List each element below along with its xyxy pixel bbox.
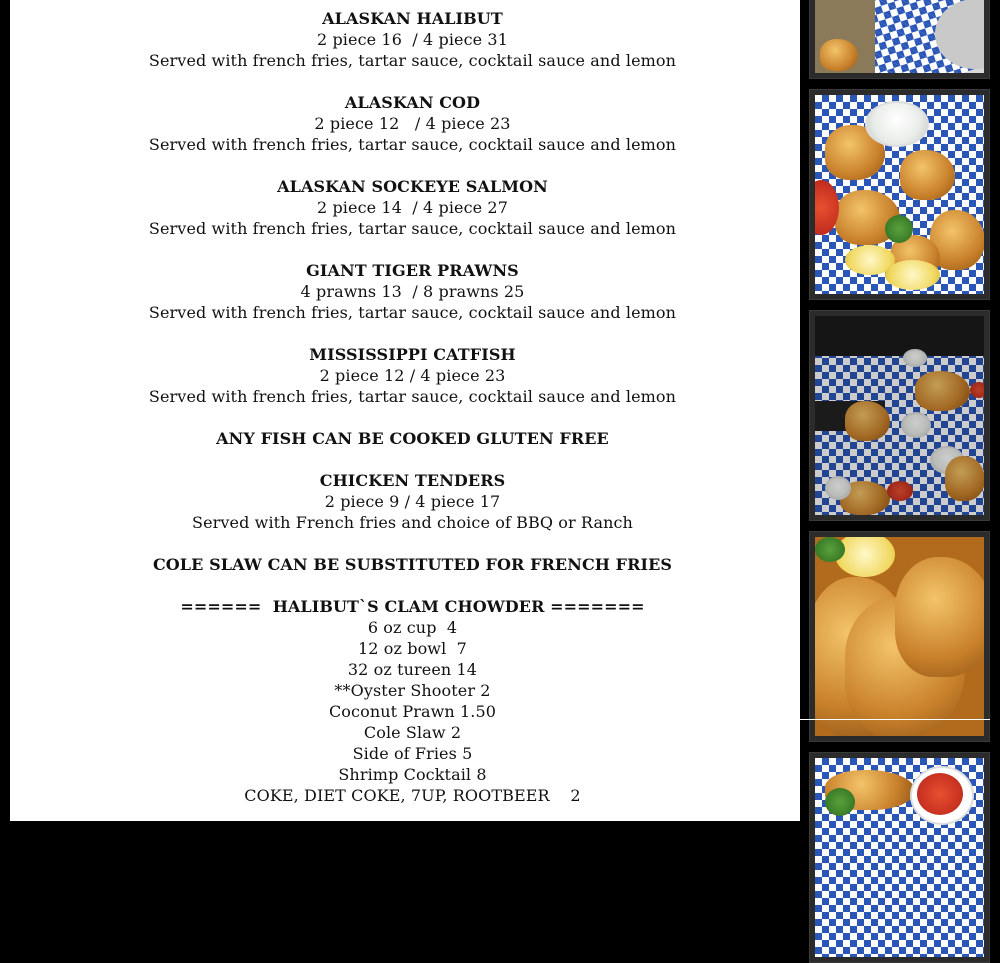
menu-item-title: ALASKAN COD [344, 93, 481, 112]
list-item: 12 oz bowl 7 [358, 639, 467, 658]
fried-shrimp-photo [815, 95, 984, 294]
list-item: Cole Slaw 2 [363, 723, 462, 742]
menu-item-description: Served with french fries, tartar sauce, cocktail sauce and lemon [148, 303, 677, 322]
menu-item-title: GIANT TIGER PRAWNS [306, 261, 519, 280]
menu-item-price: 2 piece 12 / 4 piece 23 [319, 366, 506, 385]
list-item: Shrimp Cocktail 8 [338, 765, 487, 784]
menu-item-description: Served with french fries, tartar sauce, cocktail sauce and lemon [148, 387, 677, 406]
sides-list [10, 617, 815, 806]
list-item: **Oyster Shooter 2 [334, 681, 491, 700]
list-item: 32 oz tureen 14 [347, 660, 478, 679]
menu-item-description: Served with french fries, tartar sauce, cocktail sauce and lemon [148, 135, 677, 154]
menu-item-title: ALASKAN HALIBUT [322, 9, 503, 28]
menu-item-prawns [10, 260, 815, 323]
list-item: COKE, DIET COKE, 7UP, ROOTBEER 2 [244, 786, 581, 805]
menu-item-price: 4 prawns 13 / 8 prawns 25 [300, 282, 525, 301]
left-margin-bar [0, 0, 10, 821]
menu-panel [10, 0, 800, 821]
fish-and-chips-photo [815, 0, 984, 73]
menu-item-title: MISSISSIPPI CATFISH [309, 345, 516, 364]
list-item: 6 oz cup 4 [367, 618, 458, 637]
menu-item-catfish [10, 344, 815, 407]
list-item: Coconut Prawn 1.50 [328, 702, 497, 721]
list-item: Side of Fries 5 [352, 744, 473, 763]
menu-item-chicken-tenders [10, 470, 815, 533]
fried-fish-closeup-photo [815, 537, 984, 736]
photo-thumbnail-1[interactable] [809, 0, 990, 79]
menu-item-title: CHICKEN TENDERS [319, 471, 506, 490]
photo-gallery [800, 0, 1000, 821]
menu-item-price: 2 piece 12 / 4 piece 23 [314, 114, 511, 133]
photo-thumbnail-2[interactable] [809, 89, 990, 300]
coleslaw-note: COLE SLAW CAN BE SUBSTITUTED FOR FRENCH FRIES [152, 555, 673, 574]
photo-thumbnail-5[interactable] [809, 752, 990, 963]
chowder-section [10, 596, 815, 806]
menu-item-halibut [10, 8, 815, 71]
menu-item-description: Served with French fries and choice of BBQ or Ranch [192, 513, 633, 532]
menu-item-price: 2 piece 16 / 4 piece 31 [317, 30, 508, 49]
menu-item-description: Served with french fries, tartar sauce, cocktail sauce and lemon [148, 219, 677, 238]
gluten-free-note: ANY FISH CAN BE COOKED GLUTEN FREE [216, 429, 609, 448]
menu-item-description: Served with french fries, tartar sauce, cocktail sauce and lemon [148, 51, 677, 70]
menu-item-salmon [10, 176, 815, 239]
fish-basket-photo [815, 758, 984, 957]
menu-content [10, 8, 815, 806]
menu-item-cod [10, 92, 815, 155]
menu-item-price: 2 piece 14 / 4 piece 27 [317, 198, 508, 217]
chowder-header: ====== HALIBUT`S CLAM CHOWDER ======= [180, 597, 645, 616]
baskets-overhead-photo [815, 316, 984, 515]
divider-line [800, 719, 990, 720]
photo-thumbnail-4[interactable] [809, 531, 990, 742]
photo-thumbnail-3[interactable] [809, 310, 990, 521]
menu-item-price: 2 piece 9 / 4 piece 17 [324, 492, 501, 511]
menu-item-title: ALASKAN SOCKEYE SALMON [277, 177, 548, 196]
